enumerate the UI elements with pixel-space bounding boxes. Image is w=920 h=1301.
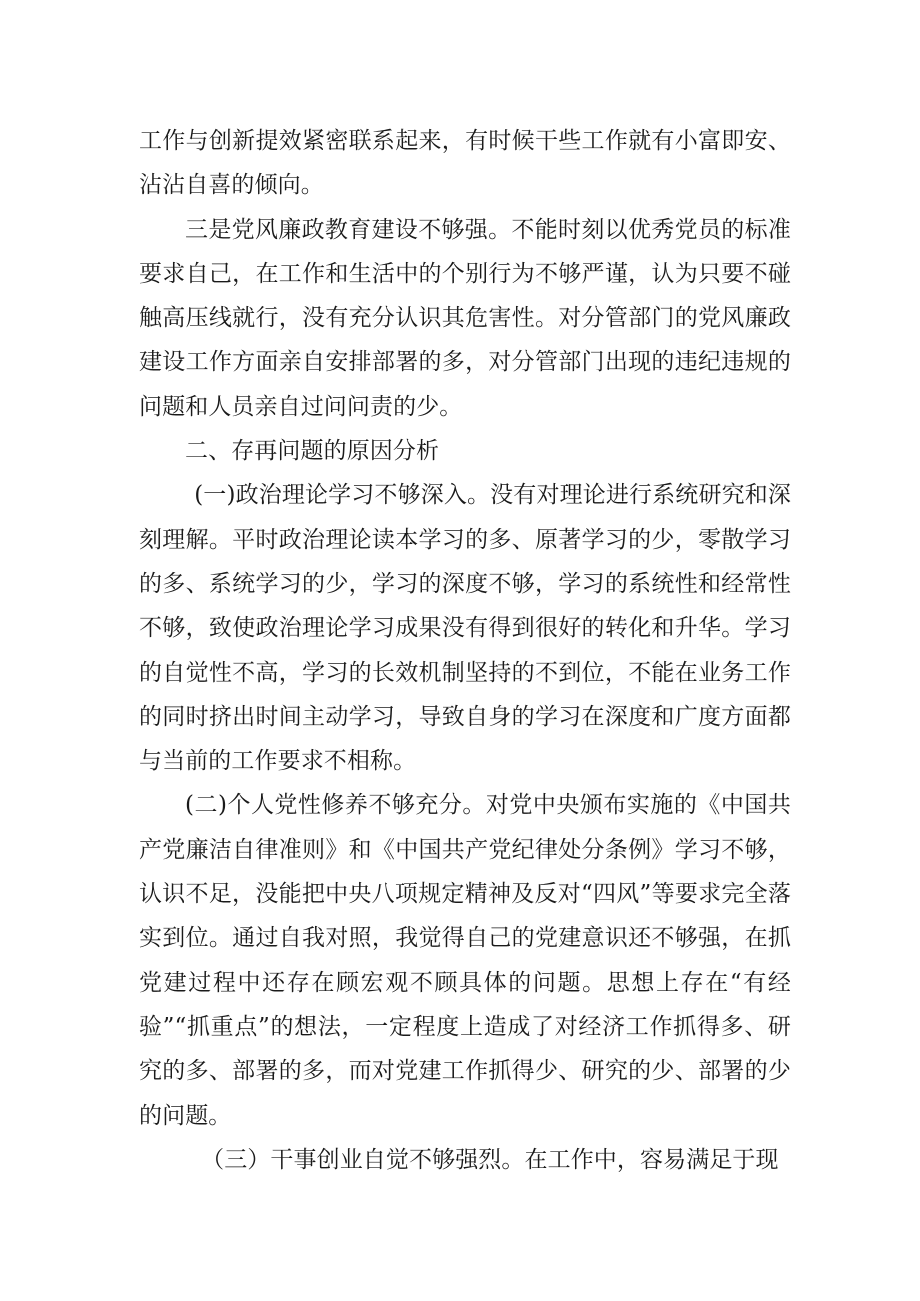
paragraph-point-three: 三是党风廉政教育建设不够强。不能时刻以优秀党员的标准要求自己，在工作和生活中的个别行为不够严谨，认为只要不碰触高压线就行，没有充分认识其危害性。对分管部门的党风廉政建设工作方面亲自安排部署的多，对分管部门出现的违纪违规的问题和人员亲自过问问责的少。 [139,216,791,420]
document-body [139,119,791,1182]
paragraph-sub-two: (二)个人党性修养不够充分。对党中央颁布实施的《中国共产党廉洁自律准则》和《中国共产党纪律处分条例》学习不够，认识不足，没能把中央八项规定精神及反对“四风”等要求完全落实到位。通过自我对照，我觉得自己的党建意识还不够强，在抓党建过程中还存在顾宏观不顾具体的问题。思想上存在“有经验”“抓重点”的想法，一定程度上造成了对经济工作抓得多、研究的多、部署的多，而对党建工作抓得少、研究的少、部署的少的问题。 [139,792,791,1129]
paragraph-continuation: 工作与创新提效紧密联系起来，有时候干些工作就有小富即安、沾沾自喜的倾向。 [139,128,791,199]
section-heading-cause-analysis: 二、存再问题的原因分析 [185,438,440,465]
paragraph-sub-three: （三）干事创业自觉不够强烈。在工作中，容易满足于现 [201,1146,779,1173]
paragraph-sub-one: (一)政治理论学习不够深入。没有对理论进行系统研究和深刻理解。平时政治理论读本学习的多、原著学习的少，零散学习的多、系统学习的少，学习的深度不够，学习的系统性和经常性不够，致使政治理论学习成果没有得到很好的转化和升华。学习的自觉性不高，学习的长效机制坚持的不到位，不能在业务工作的同时挤出时间主动学习，导致自身的学习在深度和广度方面都与当前的工作要求不相称。 [139,482,791,775]
